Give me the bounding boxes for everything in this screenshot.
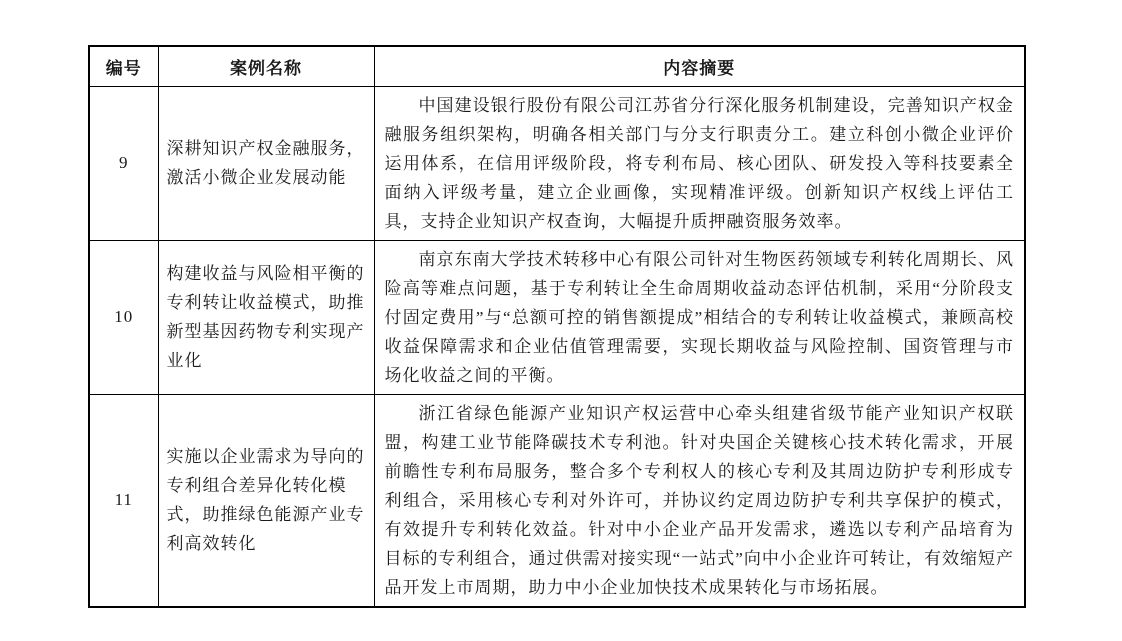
case-number: 11 [89,394,158,607]
case-name-cell [158,240,374,394]
case-summary-text: 南京东南大学技术转移中心有限公司针对生物医药领域专利转化周期长、风险高等难点问题，基于专利转让全生命周期收益动态评估机制，采用“分阶段支付固定费用”与“总额可控的销售额提成”相结合的专利转让收益模式，兼顾高校收益保障需求和企业估值管理需要，实现长期收益与风险控制、国资管理与市场化收益之间的平衡。 [384,249,1014,385]
case-name-cell [158,86,374,240]
case-name-text: 实施以企业需求为导向的专利组合差异化转化模式，助推绿色能源产业专利高效转化 [166,447,365,553]
case-summary-text: 中国建设银行股份有限公司江苏省分行深化服务机制建设，完善知识产权金融服务组织架构，明确各相关部门与分支行职责分工。建立科创小微企业评价运用体系，在信用评级阶段，将专利布局、核心团队、研发投入等科技要素全面纳入评级考量，建立企业画像，实现精准评级。创新知识产权线上评估工具，支持企业知识产权查询，大幅提升质押融资服务效率。 [384,95,1014,231]
case-summary-cell [374,394,1025,607]
cases-table [88,45,1026,608]
case-summary-cell [374,240,1025,394]
table-row [89,240,1025,394]
case-name-text: 深耕知识产权金融服务，激活小微企业发展动能 [166,139,365,187]
case-name-text: 构建收益与风险相平衡的专利转让收益模式，助推新型基因药物专利实现产业化 [166,264,365,370]
case-name-cell [158,394,374,607]
table-header-row [89,46,1025,86]
table-row [89,86,1025,240]
case-number: 10 [89,240,158,394]
col-header-number: 编号 [89,46,158,86]
col-header-summary: 内容摘要 [374,46,1025,86]
case-summary-cell [374,86,1025,240]
table-row [89,394,1025,607]
case-summary-text: 浙江省绿色能源产业知识产权运营中心牵头组建省级节能产业知识产权联盟，构建工业节能降碳技术专利池。针对央国企关键核心技术转化需求，开展前瞻性专利布局服务，整合多个专利权人的核心专利及其周边防护专利形成专利组合，采用核心专利对外许可，并协议约定周边防护专利共享保护的模式，有效提升专利转化效益。针对中小企业产品开发需求，遴选以专利产品培育为目标的专利组合，通过供需对接实现“一站式”向中小企业许可转让，有效缩短产品开发上市周期，助力中小企业加快技术成果转化与市场拓展。 [384,403,1014,597]
col-header-case-name: 案例名称 [158,46,374,86]
case-number: 9 [89,86,158,240]
